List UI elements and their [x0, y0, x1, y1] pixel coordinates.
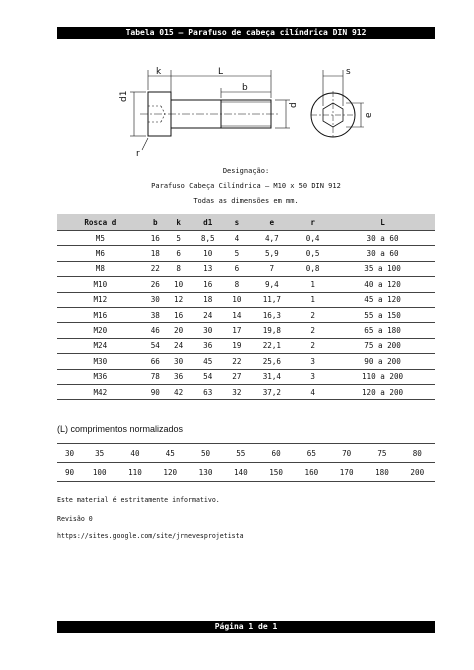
svg-text:d: d	[289, 102, 299, 108]
table-header-cell: Rosca d	[57, 214, 144, 231]
table-header-cell: e	[249, 214, 296, 231]
table-cell: 30 a 60	[330, 246, 435, 261]
table-cell: 46	[144, 323, 167, 338]
table-cell: 30	[190, 323, 225, 338]
table-cell: 7	[249, 261, 296, 276]
page-footer: Página 1 de 1	[57, 621, 435, 633]
table-cell: 37,2	[249, 384, 296, 399]
length-cell: 180	[364, 463, 399, 482]
disclaimer-note: Este material é estritamente informativo.	[57, 496, 220, 504]
length-cell: 70	[329, 444, 364, 463]
table-header-cell: s	[225, 214, 248, 231]
table-cell: 12	[167, 292, 190, 307]
length-cell: 100	[82, 463, 117, 482]
table-cell: 2	[295, 323, 330, 338]
svg-text:d1: d1	[119, 90, 129, 102]
table-cell: M5	[57, 231, 144, 246]
table-cell: 17	[225, 323, 248, 338]
table-cell: 8,5	[190, 231, 225, 246]
length-cell: 50	[188, 444, 223, 463]
table-row	[57, 338, 435, 353]
table-cell: 45	[190, 354, 225, 369]
length-cell: 45	[153, 444, 188, 463]
table-cell: 19	[225, 338, 248, 353]
table-cell: 36	[190, 338, 225, 353]
table-cell: 3	[295, 369, 330, 384]
table-row	[57, 369, 435, 384]
table-cell: 31,4	[249, 369, 296, 384]
table-cell: 14	[225, 307, 248, 322]
table-cell: 24	[190, 307, 225, 322]
table-cell: 19,8	[249, 323, 296, 338]
table-header-cell: d1	[190, 214, 225, 231]
length-cell: 80	[400, 444, 435, 463]
table-cell: 26	[144, 277, 167, 292]
table-cell: 16	[167, 307, 190, 322]
table-cell: 38	[144, 307, 167, 322]
table-row	[57, 292, 435, 307]
table-cell: M8	[57, 261, 144, 276]
table-row	[57, 307, 435, 322]
table-cell: 32	[225, 384, 248, 399]
length-cell: 200	[400, 463, 435, 482]
table-cell: 90	[144, 384, 167, 399]
table-row	[57, 231, 435, 246]
table-cell: 10	[167, 277, 190, 292]
table-row	[57, 323, 435, 338]
length-cell: 160	[294, 463, 329, 482]
table-cell: 25,6	[249, 354, 296, 369]
table-cell: 24	[167, 338, 190, 353]
table-cell: 10	[225, 292, 248, 307]
table-row	[57, 261, 435, 276]
table-cell: 10	[190, 246, 225, 261]
length-cell: 75	[364, 444, 399, 463]
table-cell: 0,5	[295, 246, 330, 261]
table-cell: 35 a 100	[330, 261, 435, 276]
table-cell: 27	[225, 369, 248, 384]
table-cell: 75 a 200	[330, 338, 435, 353]
table-cell: 36	[167, 369, 190, 384]
table-cell: 54	[190, 369, 225, 384]
designation-heading: Designação:	[222, 167, 270, 175]
table-cell: 63	[190, 384, 225, 399]
length-cell: 55	[223, 444, 258, 463]
table-cell: 30	[144, 292, 167, 307]
table-cell: 120 a 200	[330, 384, 435, 399]
table-cell: 18	[190, 292, 225, 307]
table-cell: M20	[57, 323, 144, 338]
table-cell: 54	[144, 338, 167, 353]
table-cell: 55 a 150	[330, 307, 435, 322]
length-cell: 90	[57, 463, 82, 482]
table-cell: 30 a 60	[330, 231, 435, 246]
length-cell: 120	[153, 463, 188, 482]
table-cell: 5,9	[249, 246, 296, 261]
table-cell: 78	[144, 369, 167, 384]
table-cell: 9,4	[249, 277, 296, 292]
table-row	[57, 277, 435, 292]
table-cell: 4	[295, 384, 330, 399]
table-cell: 22	[144, 261, 167, 276]
table-cell: 6	[167, 246, 190, 261]
table-cell: 90 a 200	[330, 354, 435, 369]
svg-text:k: k	[156, 67, 162, 77]
table-cell: M36	[57, 369, 144, 384]
lengths-title: (L) comprimentos normalizados	[57, 424, 184, 434]
url-note: https://sites.google.com/site/jrnevesprojetista	[57, 532, 244, 540]
table-cell: M6	[57, 246, 144, 261]
page-title: Tabela 015 – Parafuso de cabeça cilíndrica DIN 912	[57, 27, 435, 39]
table-cell: 5	[167, 231, 190, 246]
table-cell: 18	[144, 246, 167, 261]
table-cell: 1	[295, 292, 330, 307]
table-cell: 40 a 120	[330, 277, 435, 292]
dimensions-table	[57, 214, 435, 400]
table-cell: M42	[57, 384, 144, 399]
table-header-cell: b	[144, 214, 167, 231]
table-cell: 16,3	[249, 307, 296, 322]
svg-text:r: r	[136, 149, 140, 158]
table-cell: 11,7	[249, 292, 296, 307]
table-cell: 0,4	[295, 231, 330, 246]
table-cell: 65 a 180	[330, 323, 435, 338]
table-cell: 4	[225, 231, 248, 246]
standard-lengths-table	[57, 443, 435, 482]
table-header-cell: k	[167, 214, 190, 231]
table-cell: 2	[295, 307, 330, 322]
table-cell: 22,1	[249, 338, 296, 353]
designation-example: Parafuso Cabeça Cilíndrica – M10 x 50 DIN 912	[151, 182, 341, 190]
length-cell: 130	[188, 463, 223, 482]
table-cell: M30	[57, 354, 144, 369]
table-cell: 0,8	[295, 261, 330, 276]
table-cell: 66	[144, 354, 167, 369]
svg-text:s: s	[346, 67, 351, 77]
table-cell: 16	[144, 231, 167, 246]
length-cell: 60	[258, 444, 293, 463]
revision-note: Revisão 0	[57, 515, 93, 523]
length-cell: 110	[117, 463, 152, 482]
svg-text:e: e	[364, 112, 374, 118]
table-cell: 4,7	[249, 231, 296, 246]
table-cell: M10	[57, 277, 144, 292]
length-cell: 150	[258, 463, 293, 482]
table-cell: 16	[190, 277, 225, 292]
table-row	[57, 354, 435, 369]
table-row	[57, 384, 435, 399]
table-header-cell: r	[295, 214, 330, 231]
table-cell: 2	[295, 338, 330, 353]
units-note: Todas as dimensões em mm.	[193, 197, 299, 205]
table-cell: 8	[167, 261, 190, 276]
table-cell: 22	[225, 354, 248, 369]
table-cell: 8	[225, 277, 248, 292]
table-cell: 30	[167, 354, 190, 369]
length-cell: 140	[223, 463, 258, 482]
table-cell: 45 a 120	[330, 292, 435, 307]
svg-text:L: L	[218, 67, 224, 77]
table-cell: M16	[57, 307, 144, 322]
table-cell: 1	[295, 277, 330, 292]
table-cell: 20	[167, 323, 190, 338]
table-row	[57, 246, 435, 261]
bolt-technical-drawing	[118, 62, 388, 158]
length-cell: 65	[294, 444, 329, 463]
length-cell: 30	[57, 444, 82, 463]
length-cell: 170	[329, 463, 364, 482]
length-cell: 35	[82, 444, 117, 463]
length-cell: 40	[117, 444, 152, 463]
table-cell: 3	[295, 354, 330, 369]
table-cell: 6	[225, 261, 248, 276]
table-cell: 110 a 200	[330, 369, 435, 384]
table-cell: 42	[167, 384, 190, 399]
svg-text:b: b	[242, 83, 248, 93]
table-cell: 5	[225, 246, 248, 261]
table-header-cell: L	[330, 214, 435, 231]
table-cell: M24	[57, 338, 144, 353]
table-cell: M12	[57, 292, 144, 307]
table-cell: 13	[190, 261, 225, 276]
